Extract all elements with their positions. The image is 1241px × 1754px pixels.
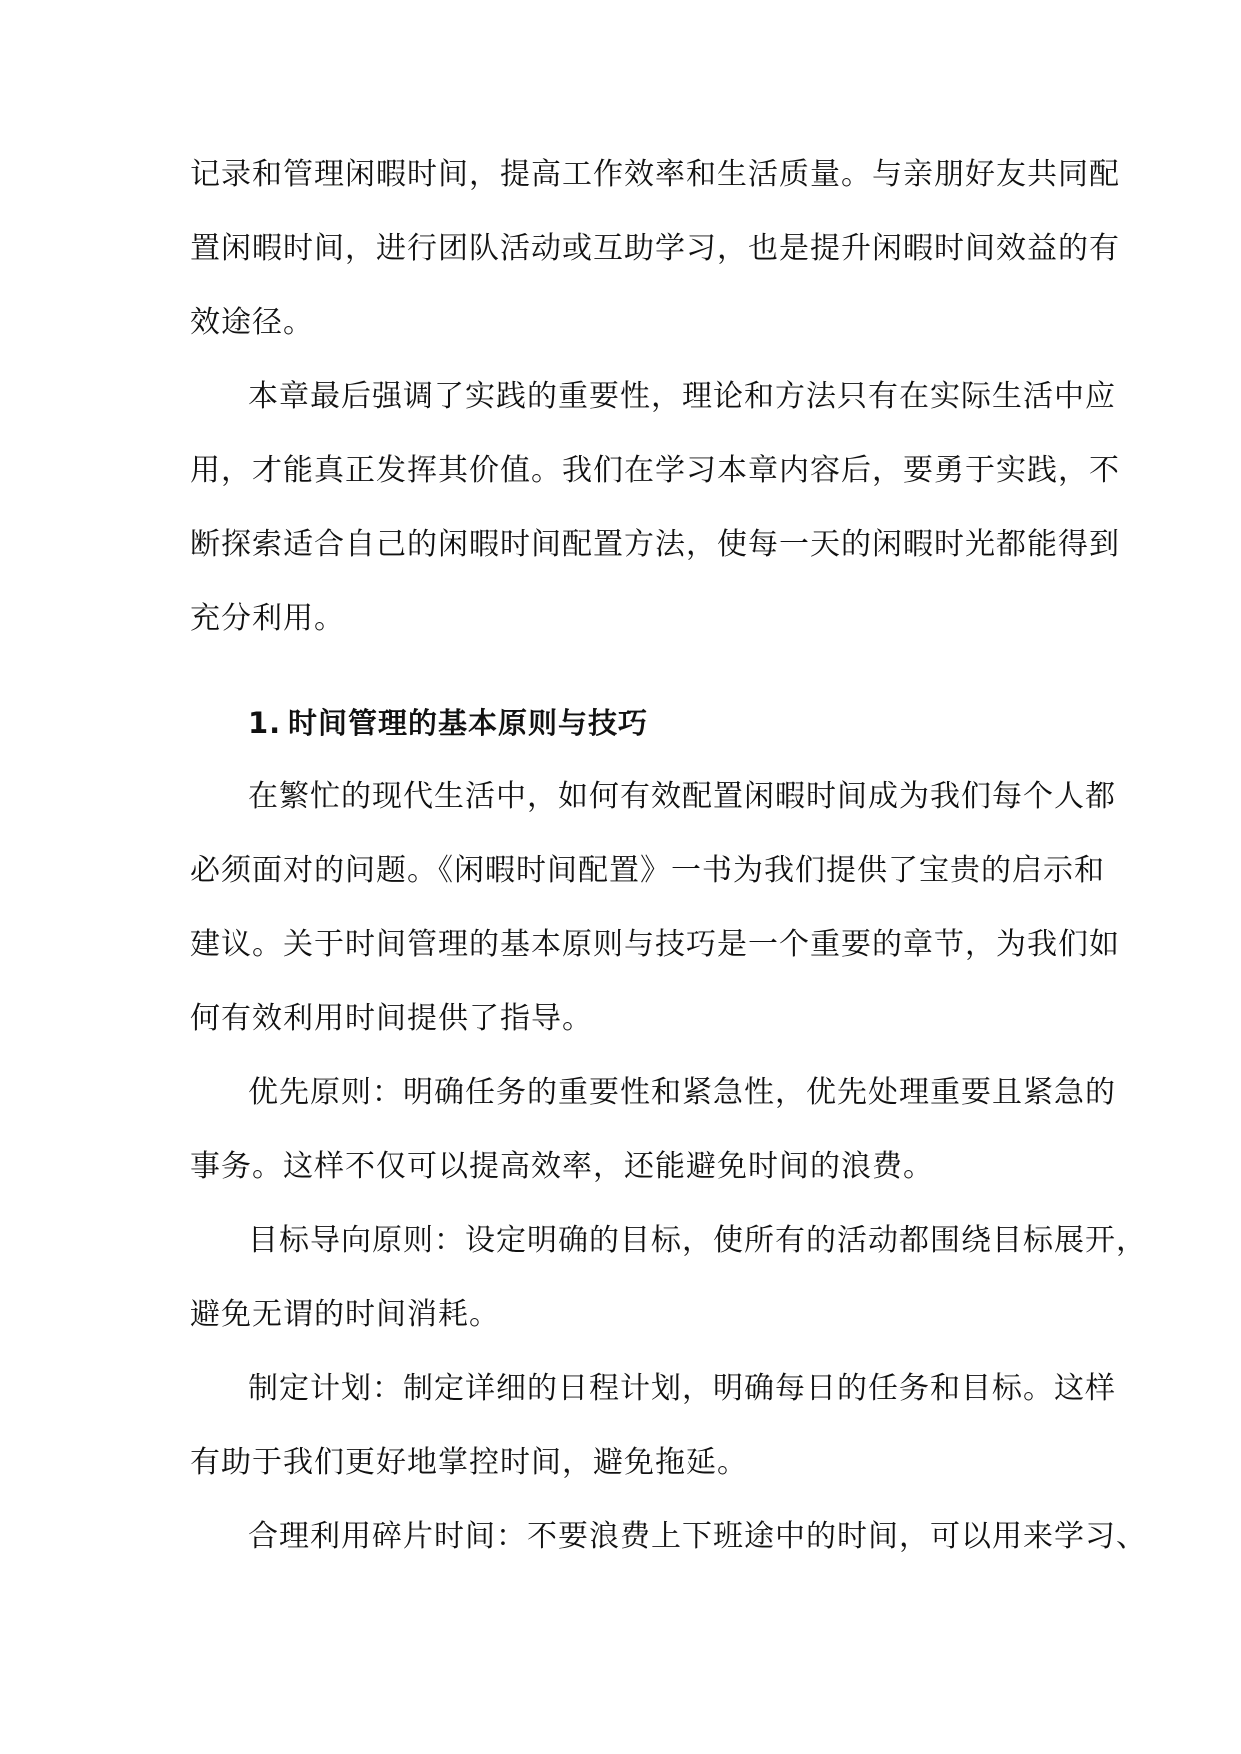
text-line: 合理利用碎片时间：不要浪费上下班途中的时间，可以用来学习、 xyxy=(248,1519,1147,1554)
paragraph xyxy=(190,360,1120,656)
text-line: 效途径。 xyxy=(190,305,314,340)
document-body xyxy=(190,138,1147,1574)
text-line: 制定计划：制定详细的日程计划，明确每日的任务和目标。这样 xyxy=(248,1371,1116,1406)
text-line: 何有效利用时间提供了指导。 xyxy=(190,1001,593,1036)
text-line: 必须面对的问题。《闲暇时间配置》一书为我们提供了宝贵的启示和 xyxy=(190,853,1105,888)
text-line: 优先原则：明确任务的重要性和紧急性，优先处理重要且紧急的 xyxy=(248,1075,1116,1110)
paragraph xyxy=(190,1352,1116,1500)
text-line: 记录和管理闲暇时间，提高工作效率和生活质量。与亲朋好友共同配 xyxy=(190,157,1120,192)
text-line: 建议。关于时间管理的基本原则与技巧是一个重要的章节，为我们如 xyxy=(190,927,1120,962)
section-title: 时间管理的基本原则与技巧 xyxy=(288,706,649,740)
paragraph xyxy=(190,1204,1147,1352)
text-line: 避免无谓的时间消耗。 xyxy=(190,1297,500,1332)
paragraph xyxy=(190,1500,1147,1574)
section-heading xyxy=(190,686,1052,760)
text-line: 目标导向原则：设定明确的目标，使所有的活动都围绕目标展开， xyxy=(248,1223,1147,1258)
paragraph xyxy=(190,138,1120,360)
paragraph xyxy=(190,760,1120,1056)
text-line: 有助于我们更好地掌控时间，避免拖延。 xyxy=(190,1445,748,1480)
paragraph xyxy=(190,1056,1116,1204)
text-line: 事务。这样不仅可以提高效率，还能避免时间的浪费。 xyxy=(190,1149,934,1184)
text-line: 断探索适合自己的闲暇时间配置方法，使每一天的闲暇时光都能得到 xyxy=(190,527,1120,562)
text-line: 置闲暇时间，进行团队活动或互助学习，也是提升闲暇时间效益的有 xyxy=(190,231,1120,266)
section-number: 1. xyxy=(248,706,282,740)
text-line: 充分利用。 xyxy=(190,601,345,636)
text-line: 用，才能真正发挥其价值。我们在学习本章内容后，要勇于实践，不 xyxy=(190,453,1120,488)
text-line: 本章最后强调了实践的重要性，理论和方法只有在实际生活中应 xyxy=(248,379,1116,414)
text-line: 在繁忙的现代生活中，如何有效配置闲暇时间成为我们每个人都 xyxy=(248,779,1116,814)
